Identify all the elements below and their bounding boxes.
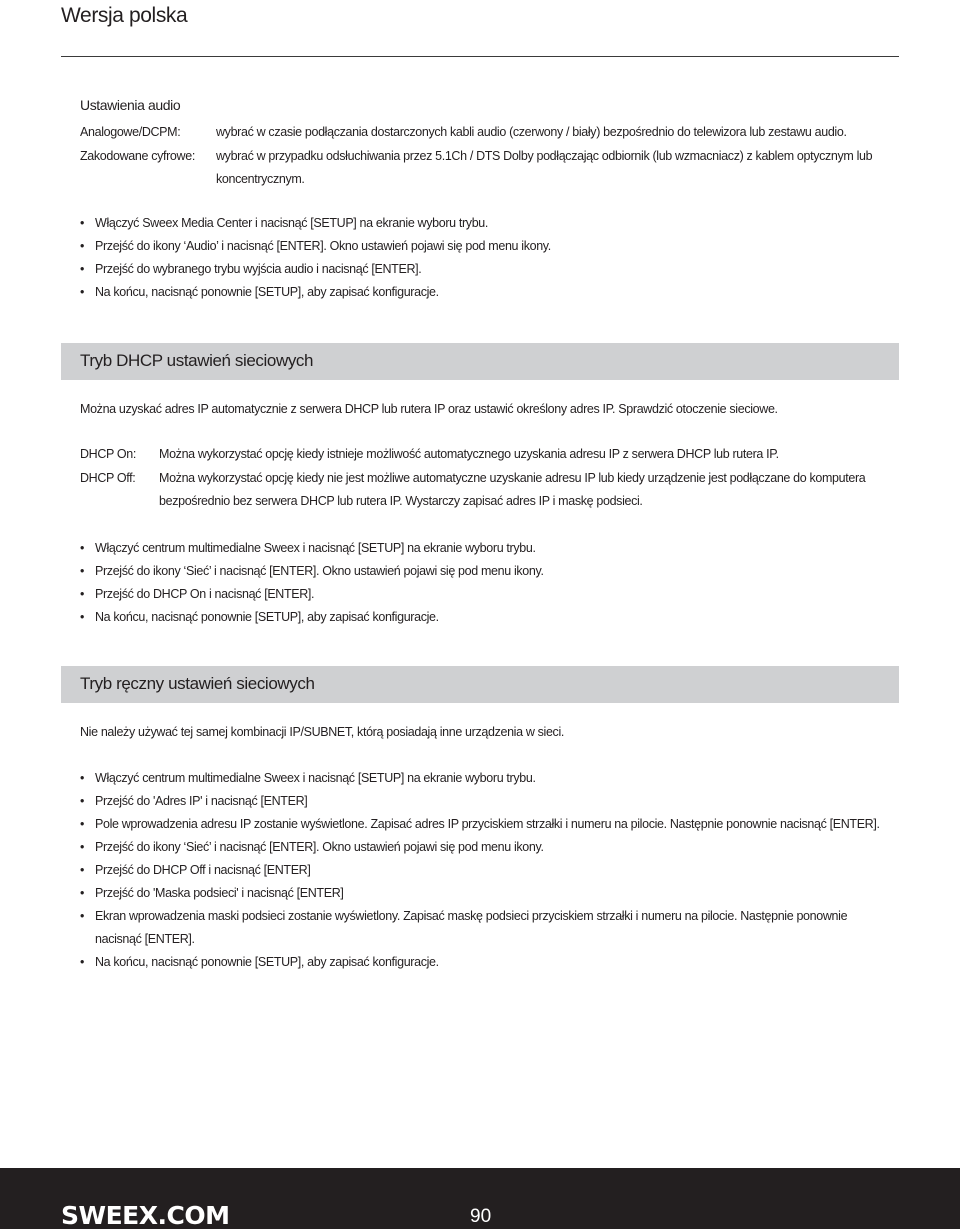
brand-logo: SWEEX.COM (61, 1201, 230, 1230)
list-item: • Przejść do DHCP On i nacisnąć [ENTER]. (80, 583, 880, 606)
list-item: • Ekran wprowadzenia maski podsieci zostanie wyświetlony. Zapisać maskę podsieci przyciskiem strzałki i numeru na pilocie. Następnie ponownie nacisnąć [ENTER]. (80, 905, 885, 951)
page-number: 90 (470, 1206, 492, 1227)
definition-description: wybrać w czasie podłączania dostarczonych kabli audio (czerwony / biały) bezpośrednio do telewizora lub zestawu audio. (216, 125, 847, 139)
list-item: • Przejść do 'Maska podsieci' i nacisnąć [ENTER] (80, 882, 885, 905)
dhcp-steps-list (80, 537, 880, 629)
section-title: Tryb DHCP ustawień sieciowych (80, 351, 314, 370)
dhcp-intro: Można uzyskać adres IP automatycznie z serwera DHCP lub rutera IP oraz ustawić określony adres IP. Sprawdzić otoczenie sieciowe. (80, 402, 778, 416)
definition-term: DHCP Off: (80, 471, 136, 485)
definition-term: DHCP On: (80, 447, 137, 461)
definition-row (80, 467, 898, 513)
dhcp-section-header (61, 343, 899, 380)
list-item: • Na końcu, nacisnąć ponownie [SETUP], aby zapisać konfiguracje. (80, 951, 885, 974)
list-item: • Włączyć centrum multimedialne Sweex i nacisnąć [SETUP] na ekranie wyboru trybu. (80, 767, 885, 790)
page-title: Wersja polska (61, 4, 188, 27)
list-item: • Na końcu, nacisnąć ponownie [SETUP], aby zapisać konfiguracje. (80, 281, 880, 304)
definition-row (80, 145, 895, 191)
definition-description: Można wykorzystać opcję kiedy istnieje możliwość automatycznego uzyskania adresu IP z serwera DHCP lub rutera IP. (159, 447, 779, 461)
list-item: • Przejść do 'Adres IP' i nacisnąć [ENTER] (80, 790, 885, 813)
list-item: • Pole wprowadzenia adresu IP zostanie wyświetlone. Zapisać adres IP przyciskiem strzałki i numeru na pilocie. Następnie ponownie nacisnąć [ENTER]. (80, 813, 885, 836)
list-item: • Przejść do DHCP Off i nacisnąć [ENTER] (80, 859, 885, 882)
list-item: • Włączyć centrum multimedialne Sweex i nacisnąć [SETUP] na ekranie wyboru trybu. (80, 537, 880, 560)
list-item: • Na końcu, nacisnąć ponownie [SETUP], aby zapisać konfiguracje. (80, 606, 880, 629)
manual-intro: Nie należy używać tej samej kombinacji IP/SUBNET, którą posiadają inne urządzenia w sieci. (80, 725, 565, 739)
footer (0, 1168, 960, 1229)
list-item: • Przejść do wybranego trybu wyjścia audio i nacisnąć [ENTER]. (80, 258, 880, 281)
audio-steps-list (80, 212, 880, 304)
definition-description: wybrać w przypadku odsłuchiwania przez 5.1Ch / DTS Dolby podłączając odbiornik (lub wzmacniacz) z kablem optycznym lub koncentrycznym. (216, 149, 873, 186)
definition-row (80, 121, 847, 144)
audio-settings-heading: Ustawienia audio (80, 97, 181, 113)
definition-term: Zakodowane cyfrowe: (80, 149, 195, 163)
list-item: • Przejść do ikony ‘Audio’ i nacisnąć [ENTER]. Okno ustawień pojawi się pod menu ikony. (80, 235, 880, 258)
list-item: • Przejść do ikony ‘Sieć’ i nacisnąć [ENTER]. Okno ustawień pojawi się pod menu ikony. (80, 836, 885, 859)
manual-section-header (61, 666, 899, 703)
header-divider (61, 56, 899, 57)
definition-description: Można wykorzystać opcję kiedy nie jest możliwe automatyczne uzyskanie adresu IP lub kiedy urządzenie jest podłączane do komputera bezpośrednio bez serwera DHCP lub rutera IP. Wystarczy zapisać adres IP i maskę podsieci. (159, 471, 866, 508)
list-item: • Włączyć Sweex Media Center i nacisnąć [SETUP] na ekranie wyboru trybu. (80, 212, 880, 235)
manual-steps-list (80, 767, 885, 974)
definition-term: Analogowe/DCPM: (80, 125, 181, 139)
list-item: • Przejść do ikony ‘Sieć’ i nacisnąć [ENTER]. Okno ustawień pojawi się pod menu ikony. (80, 560, 880, 583)
section-title: Tryb ręczny ustawień sieciowych (80, 674, 315, 693)
definition-row (80, 443, 779, 466)
